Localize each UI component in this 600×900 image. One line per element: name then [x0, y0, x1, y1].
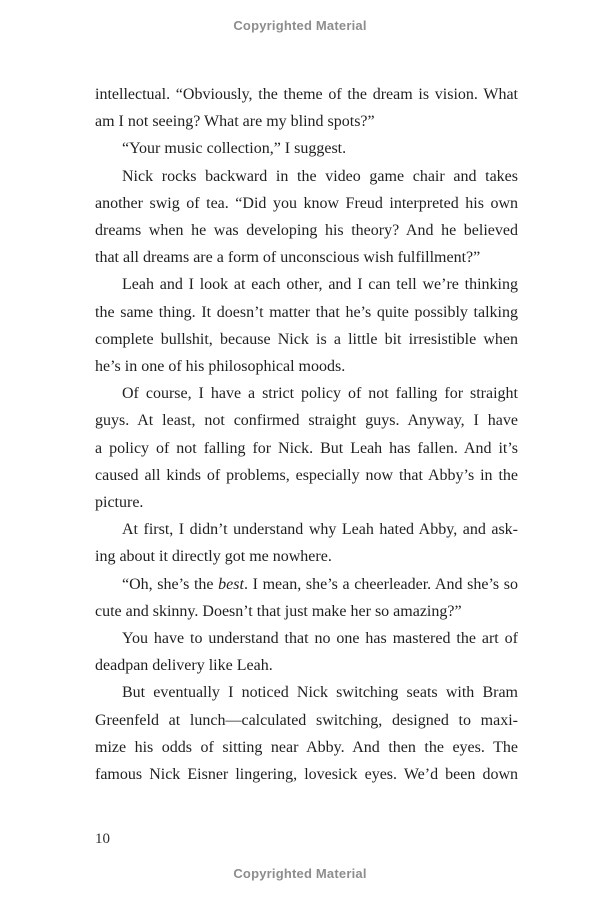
text-line: At first, I didn’t understand why Leah hated Abby, and ask- [122, 521, 518, 539]
text-line: “Oh, she’s the best. I mean, she’s a cheerleader. And she’s so [122, 575, 518, 593]
text-line: “Your music collection,” I suggest. [122, 140, 347, 158]
text-line: deadpan delivery like Leah. [95, 657, 273, 675]
text-line: another swig of tea. “Did you know Freud interpreted his own [95, 194, 518, 212]
text-line: he’s in one of his philosophical moods. [95, 358, 346, 376]
body-text [95, 81, 518, 788]
copyright-notice-bottom: Copyrighted Material [233, 866, 367, 881]
text-line: a policy of not falling for Nick. But Leah has fallen. And it’s [95, 439, 518, 457]
text-line: mize his odds of sitting near Abby. And then the eyes. The [95, 738, 518, 756]
text-line: dreams when he was developing his theory? And he believed [95, 222, 518, 240]
text-line: Greenfeld at lunch—calculated switching, designed to maxi- [95, 711, 518, 729]
text-line: am I not seeing? What are my blind spots?” [95, 113, 375, 131]
copyright-notice-top: Copyrighted Material [233, 18, 367, 33]
text-line: that all dreams are a form of unconscious wish fulfillment?” [95, 249, 481, 267]
text-line: But eventually I noticed Nick switching seats with Bram [122, 684, 518, 702]
text-line: complete bullshit, because Nick is a little bit irresistible when [95, 330, 518, 348]
text-line: picture. [95, 494, 144, 512]
text-line: famous Nick Eisner lingering, lovesick eyes. We’d been down [95, 766, 518, 784]
text-line: ing about it directly got me nowhere. [95, 548, 332, 566]
page-number: 10 [95, 831, 110, 847]
text-line: caused all kinds of problems, especially now that Abby’s in the [95, 466, 518, 484]
text-line: the same thing. It doesn’t matter that he’s quite possibly talking [95, 303, 518, 321]
text-line: Leah and I look at each other, and I can tell we’re thinking [122, 276, 518, 294]
text-line: cute and skinny. Doesn’t that just make her so amazing?” [95, 602, 462, 620]
text-line: guys. At least, not confirmed straight guys. Anyway, I have [95, 412, 518, 430]
text-line: You have to understand that no one has mastered the art of [122, 630, 518, 648]
text-line: Nick rocks backward in the video game chair and takes [122, 167, 518, 185]
text-line: intellectual. “Obviously, the theme of the dream is vision. What [95, 86, 518, 103]
text-line: Of course, I have a strict policy of not falling for straight [122, 385, 518, 403]
